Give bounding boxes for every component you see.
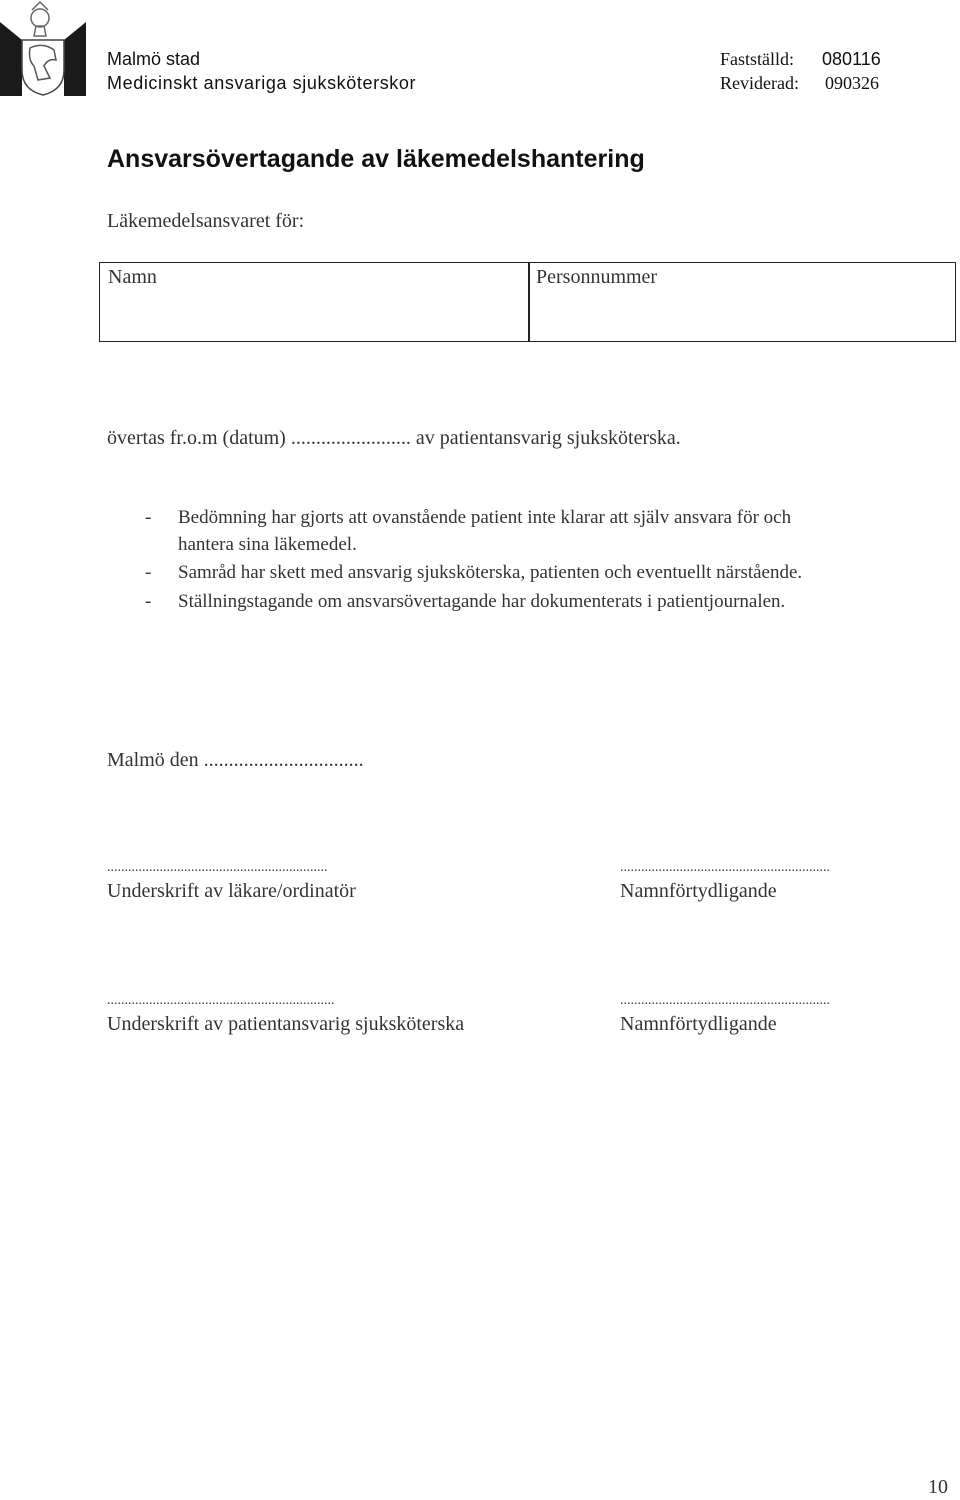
established-value: 080116: [822, 49, 881, 69]
taken-over-statement: övertas fr.o.m (datum) ........................ av patientansvarig sjuksköterska.: [107, 427, 681, 449]
name-field-label: Namn: [108, 266, 157, 288]
patient-info-table: [99, 262, 956, 342]
bullet-assessment-line1: Bedömning har gjorts att ovanstående patient inte klarar att själv ansvara för och: [178, 507, 792, 528]
bullet-marker: -: [145, 507, 152, 528]
name-clarification-line: ............................................................: [620, 860, 830, 875]
personal-number-field-label: Personnummer: [536, 266, 658, 288]
organization-name: Malmö stad: [107, 49, 201, 69]
nurse-signature-line: .................................................................: [107, 993, 335, 1008]
nurse-signature-label: Underskrift av patientansvarig sjuksköterska: [107, 1013, 465, 1035]
malmo-logo-icon: [0, 0, 86, 96]
bullet-consultation: Samråd har skett med ansvarig sjuksköterska, patienten och eventuellt närstående.: [178, 562, 803, 583]
name-clarification-label: Namnförtydligande: [620, 1013, 777, 1035]
physician-signature-label: Underskrift av läkare/ordinatör: [107, 880, 356, 902]
department-name: Medicinskt ansvariga sjuksköterskor: [107, 73, 417, 93]
bullet-marker: -: [145, 591, 152, 612]
name-clarification-line: ............................................................: [620, 993, 830, 1008]
revised-value: 090326: [825, 73, 879, 93]
bullet-marker: -: [145, 562, 152, 583]
revised-label: Reviderad:: [720, 73, 799, 93]
name-clarification-label: Namnförtydligande: [620, 880, 777, 902]
place-date-line: Malmö den ................................: [107, 749, 364, 771]
established-label: Fastställd:: [720, 49, 795, 69]
bullet-assessment-line2: hantera sina läkemedel.: [178, 534, 357, 555]
table-divider: [528, 263, 530, 341]
responsibility-for-label: Läkemedelsansvaret för:: [107, 210, 305, 232]
bullet-documentation: Ställningstagande om ansvarsövertagande har dokumenterats i patientjournalen.: [178, 591, 786, 612]
physician-signature-line: ...............................................................: [107, 860, 328, 875]
page-number: 10: [928, 1476, 948, 1498]
document-title: Ansvarsövertagande av läkemedelshantering: [107, 145, 645, 173]
